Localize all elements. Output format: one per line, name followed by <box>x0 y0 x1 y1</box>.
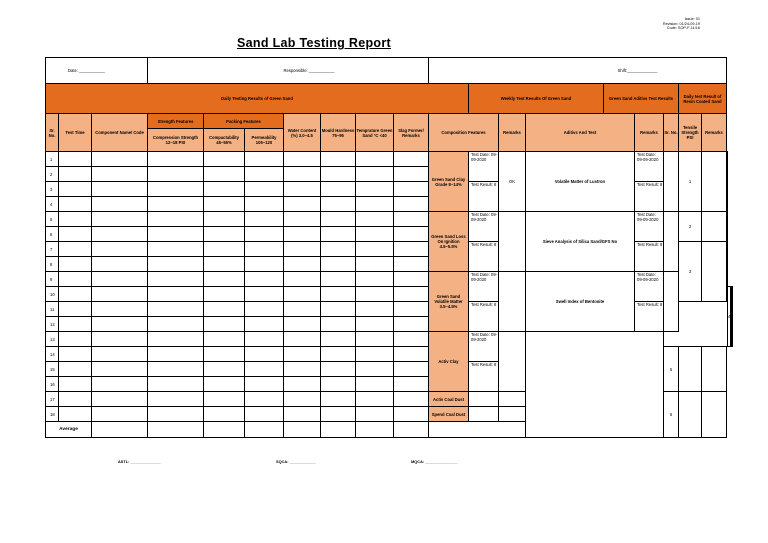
row-number: 7 <box>46 242 59 257</box>
cell[interactable] <box>92 197 148 212</box>
cell[interactable] <box>321 257 356 272</box>
cell[interactable] <box>321 407 356 422</box>
cell[interactable] <box>321 287 356 302</box>
cell[interactable] <box>356 152 394 167</box>
cell[interactable] <box>92 332 148 347</box>
component-header: Component Name/ Code <box>92 114 148 152</box>
cell[interactable] <box>204 332 245 347</box>
resin-sr-no-header: Sr. No. <box>664 114 679 152</box>
resin-sr-number: 1 <box>679 152 702 212</box>
cell[interactable] <box>204 197 245 212</box>
clay-grade-remark: OK <box>499 152 526 212</box>
composition-activ-clay: Activ Clay <box>429 332 469 392</box>
cell[interactable] <box>356 272 394 287</box>
cell[interactable] <box>394 317 429 332</box>
cell[interactable] <box>284 152 321 167</box>
resin-remarks-header: Remarks <box>702 114 727 152</box>
cell[interactable] <box>148 362 204 377</box>
cell[interactable] <box>92 182 148 197</box>
cell[interactable] <box>284 362 321 377</box>
cell[interactable] <box>148 347 204 362</box>
cell[interactable] <box>148 152 204 167</box>
cell[interactable] <box>59 257 92 272</box>
row-number: 10 <box>46 287 59 302</box>
cell[interactable] <box>92 272 148 287</box>
cell[interactable] <box>394 197 429 212</box>
composition-volatile-matter: Green Sand Volatile Matter 3.5~4.5% <box>429 272 469 332</box>
cell[interactable] <box>394 152 429 167</box>
cell[interactable] <box>59 407 92 422</box>
cell[interactable] <box>92 407 148 422</box>
row-number: 12 <box>46 317 59 332</box>
cell[interactable] <box>92 227 148 242</box>
composition-clay-grade: Green Sand Clay Grade 8~14% <box>429 152 469 212</box>
cell[interactable] <box>204 377 245 392</box>
cell[interactable] <box>204 302 245 317</box>
cell[interactable] <box>356 362 394 377</box>
resin-sr-number: 5 <box>664 347 679 392</box>
cell[interactable] <box>59 227 92 242</box>
row-number: 18 <box>46 407 59 422</box>
cell[interactable] <box>245 197 284 212</box>
cell[interactable] <box>245 212 284 227</box>
cell[interactable] <box>204 347 245 362</box>
tensile-cell[interactable] <box>679 347 702 392</box>
cell[interactable] <box>394 347 429 362</box>
cell[interactable] <box>148 272 204 287</box>
slag-former-header: Slag Former/ Remarks <box>394 114 429 152</box>
resin-sr-number: 2 <box>679 212 702 242</box>
cell[interactable] <box>284 212 321 227</box>
report-table <box>45 57 733 438</box>
cell[interactable] <box>204 287 245 302</box>
volatile-test-result: Test Result: 8 <box>469 302 499 332</box>
cell[interactable] <box>59 287 92 302</box>
cell[interactable] <box>356 407 394 422</box>
additive-results-header: Green Sand Aditivs Test Results <box>604 84 679 114</box>
cell[interactable] <box>245 152 284 167</box>
permeability-header: Permeability 105~120 <box>245 129 284 152</box>
cell[interactable] <box>204 317 245 332</box>
activ-coal-dust-value[interactable] <box>469 392 499 407</box>
cell[interactable] <box>204 257 245 272</box>
cell[interactable] <box>321 422 356 438</box>
tensile-cell[interactable] <box>702 242 727 302</box>
activ-coal-dust: Activ Coal Dust <box>429 392 469 407</box>
additive-empty-block <box>526 332 664 438</box>
cell[interactable] <box>394 287 429 302</box>
cell[interactable] <box>92 392 148 407</box>
activ-clay-test-result: Test Result: 8 <box>469 362 499 392</box>
resin-remark-cell[interactable] <box>732 287 733 347</box>
row-number: 4 <box>46 197 59 212</box>
sieve-test-result: Test Result: 8 <box>635 242 664 272</box>
cell[interactable] <box>92 287 148 302</box>
cell[interactable] <box>148 302 204 317</box>
cell[interactable] <box>148 407 204 422</box>
cell[interactable] <box>92 152 148 167</box>
cell[interactable] <box>284 422 321 438</box>
cell[interactable] <box>204 392 245 407</box>
cell[interactable] <box>148 422 204 438</box>
cell[interactable] <box>321 212 356 227</box>
cell[interactable] <box>92 302 148 317</box>
row-number: 2 <box>46 167 59 182</box>
cell[interactable] <box>356 212 394 227</box>
cell[interactable] <box>245 392 284 407</box>
cell[interactable] <box>321 317 356 332</box>
cell[interactable] <box>284 197 321 212</box>
daily-results-header: Daily Testing Results of Green Sand <box>46 84 469 114</box>
cell[interactable] <box>148 167 204 182</box>
resin-remark-cell[interactable] <box>702 392 727 438</box>
cell[interactable] <box>59 212 92 227</box>
cell[interactable] <box>356 257 394 272</box>
sr-no-header: Sr. No. <box>46 114 59 152</box>
additive-sieve-analysis: Sieve Analysis of Silica Sand/GFS No <box>526 212 635 272</box>
sieve-test-date: Test Date: 09-09-2020 <box>635 212 664 242</box>
resin-remark-cell[interactable] <box>702 347 727 392</box>
cell[interactable] <box>148 332 204 347</box>
cell[interactable] <box>356 347 394 362</box>
cell[interactable] <box>204 242 245 257</box>
cell[interactable] <box>148 317 204 332</box>
cell[interactable] <box>321 362 356 377</box>
cell[interactable] <box>59 302 92 317</box>
clay-grade-test-result: Test Result: 8 <box>469 182 499 212</box>
shift-field[interactable]: Shift:_____________ <box>429 58 727 84</box>
cell[interactable] <box>92 377 148 392</box>
cell[interactable] <box>148 227 204 242</box>
row-number: 11 <box>46 302 59 317</box>
cell[interactable] <box>59 332 92 347</box>
cell[interactable] <box>356 422 394 438</box>
weekly-results-header: Weekly Test Results Of Green Sand <box>469 84 604 114</box>
cell[interactable] <box>356 197 394 212</box>
cell[interactable] <box>148 377 204 392</box>
cell[interactable] <box>394 257 429 272</box>
additive-remark-cell[interactable] <box>664 152 679 212</box>
cell[interactable] <box>59 152 92 167</box>
cell[interactable] <box>284 242 321 257</box>
cell[interactable] <box>321 392 356 407</box>
swell-test-result: Test Result: 8 <box>635 302 664 332</box>
weekly-remarks-header: Remarks <box>499 114 526 152</box>
cell[interactable] <box>356 167 394 182</box>
loi-remark-cell[interactable] <box>499 212 526 272</box>
cell[interactable] <box>284 182 321 197</box>
compactability-header: Compactability 45~55% <box>204 129 245 152</box>
aditivs-header: Aditivs And Test <box>526 114 635 152</box>
cell[interactable] <box>284 287 321 302</box>
cell[interactable] <box>284 302 321 317</box>
cell[interactable] <box>59 242 92 257</box>
cell[interactable] <box>356 317 394 332</box>
asti-signature: ASTL: ______________ <box>118 459 161 464</box>
spend-coal-dust-value[interactable] <box>469 407 499 422</box>
cell[interactable] <box>245 272 284 287</box>
loi-test-date: Test Date: 09-09-2020 <box>469 212 499 242</box>
row-number: 16 <box>46 377 59 392</box>
cell[interactable] <box>356 302 394 317</box>
cell[interactable] <box>92 317 148 332</box>
cell[interactable] <box>284 227 321 242</box>
cell[interactable] <box>394 407 429 422</box>
page-title: Sand Lab Testing Report <box>237 36 391 50</box>
average-label: Average <box>46 422 92 438</box>
cell[interactable] <box>59 377 92 392</box>
cell[interactable] <box>59 317 92 332</box>
additive-swell-index: Swell Index of Bentonite <box>526 272 635 332</box>
document-control-block <box>663 17 700 31</box>
responsible-field[interactable]: Responsible: ___________ <box>148 58 429 84</box>
swell-test-date: Test Date: 09-09-2020 <box>635 272 664 302</box>
activ-clay-test-date: Test Date: 09-09-2020 <box>469 332 499 362</box>
cell[interactable] <box>284 407 321 422</box>
cell[interactable] <box>284 377 321 392</box>
row-number: 14 <box>46 347 59 362</box>
cell[interactable] <box>321 182 356 197</box>
cell[interactable] <box>204 167 245 182</box>
issue-number: Issue: 01 <box>684 17 700 21</box>
cell[interactable] <box>59 182 92 197</box>
cell[interactable] <box>204 227 245 242</box>
cell[interactable] <box>245 242 284 257</box>
cell[interactable] <box>204 152 245 167</box>
cell[interactable] <box>394 377 429 392</box>
sqca-signature: SQCA: ____________ <box>276 459 316 464</box>
cell[interactable] <box>284 317 321 332</box>
activ-coal-dust-remark[interactable] <box>499 392 526 407</box>
cell[interactable] <box>245 347 284 362</box>
cell[interactable] <box>284 347 321 362</box>
resin-results-header: Daily test Result of Resin Coated Sand <box>679 84 727 114</box>
cell[interactable] <box>394 392 429 407</box>
resin-sr-number: 4 <box>728 287 731 347</box>
row-number: 17 <box>46 392 59 407</box>
cell[interactable] <box>394 167 429 182</box>
cell[interactable] <box>356 242 394 257</box>
cell[interactable] <box>284 167 321 182</box>
tensile-strength-header: Tensile Strength PSI <box>679 114 702 152</box>
cell[interactable] <box>59 392 92 407</box>
cell[interactable] <box>394 227 429 242</box>
cell[interactable] <box>204 212 245 227</box>
additive-remarks-header: Remarks <box>635 114 664 152</box>
cell[interactable] <box>284 392 321 407</box>
additive-remark-cell[interactable] <box>664 212 679 272</box>
cell[interactable] <box>204 272 245 287</box>
volatile-remark-cell[interactable] <box>499 272 526 332</box>
additive-volatile-matter: Volatile Matter of Lustron <box>526 152 635 212</box>
cell[interactable] <box>394 182 429 197</box>
cell[interactable] <box>245 302 284 317</box>
cell[interactable] <box>394 242 429 257</box>
cell[interactable] <box>59 272 92 287</box>
row-number: 6 <box>46 227 59 242</box>
cell[interactable] <box>394 212 429 227</box>
cell[interactable] <box>148 392 204 407</box>
cell[interactable] <box>394 332 429 347</box>
cell[interactable] <box>245 167 284 182</box>
volatile-matter-test-result: Test Result: 8 <box>635 182 664 212</box>
cell[interactable] <box>356 332 394 347</box>
resin-sr-number: 6 <box>664 392 679 438</box>
packing-features-header: Packing Features <box>204 114 284 129</box>
cell[interactable] <box>321 347 356 362</box>
cell[interactable] <box>92 257 148 272</box>
cell[interactable] <box>284 272 321 287</box>
cell[interactable] <box>245 182 284 197</box>
cell[interactable] <box>92 242 148 257</box>
composition-loss-on-ignition: Green Sand Loss On Ignition 4.5~5.5% <box>429 212 469 272</box>
cell[interactable] <box>394 362 429 377</box>
mould-hardness-header: Mould Hardness 75~95 <box>321 114 356 152</box>
cell[interactable] <box>321 152 356 167</box>
cell[interactable] <box>148 242 204 257</box>
row-number: 13 <box>46 332 59 347</box>
cell[interactable] <box>204 182 245 197</box>
cell[interactable] <box>59 347 92 362</box>
resin-remark-cell[interactable] <box>727 152 728 212</box>
cell[interactable] <box>148 197 204 212</box>
spend-coal-dust: Spend Coal Dust <box>429 407 469 422</box>
revision-number: Revision: 01/24-09-19 <box>662 21 700 26</box>
cell[interactable] <box>356 377 394 392</box>
cell[interactable] <box>59 362 92 377</box>
cell[interactable] <box>92 362 148 377</box>
cell[interactable] <box>245 287 284 302</box>
loi-test-result: Test Result: 8 <box>469 242 499 272</box>
row-number: 15 <box>46 362 59 377</box>
water-content-header: Water Content (%) 3.0~4.5 <box>284 114 321 152</box>
cell[interactable] <box>321 302 356 317</box>
cell[interactable] <box>284 257 321 272</box>
strength-features-header: Strength Features <box>148 114 204 129</box>
cell[interactable] <box>394 422 429 438</box>
resin-sr-number: 3 <box>679 242 702 302</box>
cell[interactable] <box>321 197 356 212</box>
cell[interactable] <box>148 212 204 227</box>
cell[interactable] <box>356 182 394 197</box>
cell[interactable] <box>245 257 284 272</box>
activ-clay-remark-cell[interactable] <box>499 332 526 392</box>
cell[interactable] <box>356 287 394 302</box>
tensile-cell[interactable] <box>702 212 727 242</box>
row-number: 3 <box>46 182 59 197</box>
cell[interactable] <box>148 257 204 272</box>
additive-remark-cell[interactable] <box>664 272 679 332</box>
cell[interactable] <box>148 287 204 302</box>
document-code: Code: SOP-F-11/16 <box>666 26 700 31</box>
cell[interactable] <box>321 227 356 242</box>
resin-remark-cell[interactable] <box>727 212 728 242</box>
cell[interactable] <box>59 167 92 182</box>
cell[interactable] <box>204 362 245 377</box>
cell[interactable] <box>356 227 394 242</box>
cell[interactable] <box>356 392 394 407</box>
mqca-signature: MQCA: _______________ <box>411 459 458 464</box>
cell[interactable] <box>92 167 148 182</box>
composition-header: Composition Features <box>429 114 499 152</box>
cell[interactable] <box>321 332 356 347</box>
cell[interactable] <box>148 182 204 197</box>
cell[interactable] <box>59 197 92 212</box>
cell[interactable] <box>92 212 148 227</box>
cell[interactable] <box>245 407 284 422</box>
cell[interactable] <box>245 362 284 377</box>
temperature-header: Temprature Green Sand °C <40 <box>356 114 394 152</box>
cell[interactable] <box>321 242 356 257</box>
cell[interactable] <box>245 332 284 347</box>
cell[interactable] <box>245 377 284 392</box>
cell[interactable] <box>92 347 148 362</box>
cell[interactable] <box>245 227 284 242</box>
spend-coal-dust-remark[interactable] <box>499 407 526 422</box>
date-field[interactable]: Date: ___________ <box>46 58 148 84</box>
cell[interactable] <box>92 422 148 438</box>
tensile-cell[interactable] <box>702 152 727 212</box>
clay-grade-test-date: Test Date: 09-09-2020 <box>469 152 499 182</box>
volatile-test-date: Test Date: 09-09-2020 <box>469 272 499 302</box>
cell[interactable] <box>321 377 356 392</box>
row-number: 9 <box>46 272 59 287</box>
cell[interactable] <box>284 332 321 347</box>
cell[interactable] <box>204 422 245 438</box>
row-number: 8 <box>46 257 59 272</box>
cell[interactable] <box>394 272 429 287</box>
average-weekly-cell[interactable] <box>429 422 526 438</box>
cell[interactable] <box>394 302 429 317</box>
tensile-cell[interactable] <box>679 392 702 438</box>
cell[interactable] <box>245 317 284 332</box>
test-time-header: Test Time <box>59 114 92 152</box>
cell[interactable] <box>321 167 356 182</box>
row-number: 1 <box>46 152 59 167</box>
volatile-matter-test-date: Test Date: 09-09-2020 <box>635 152 664 182</box>
compression-strength-header: Compression Strength 12~18 PSI <box>148 129 204 152</box>
cell[interactable] <box>245 422 284 438</box>
cell[interactable] <box>204 407 245 422</box>
cell[interactable] <box>321 272 356 287</box>
row-number: 5 <box>46 212 59 227</box>
